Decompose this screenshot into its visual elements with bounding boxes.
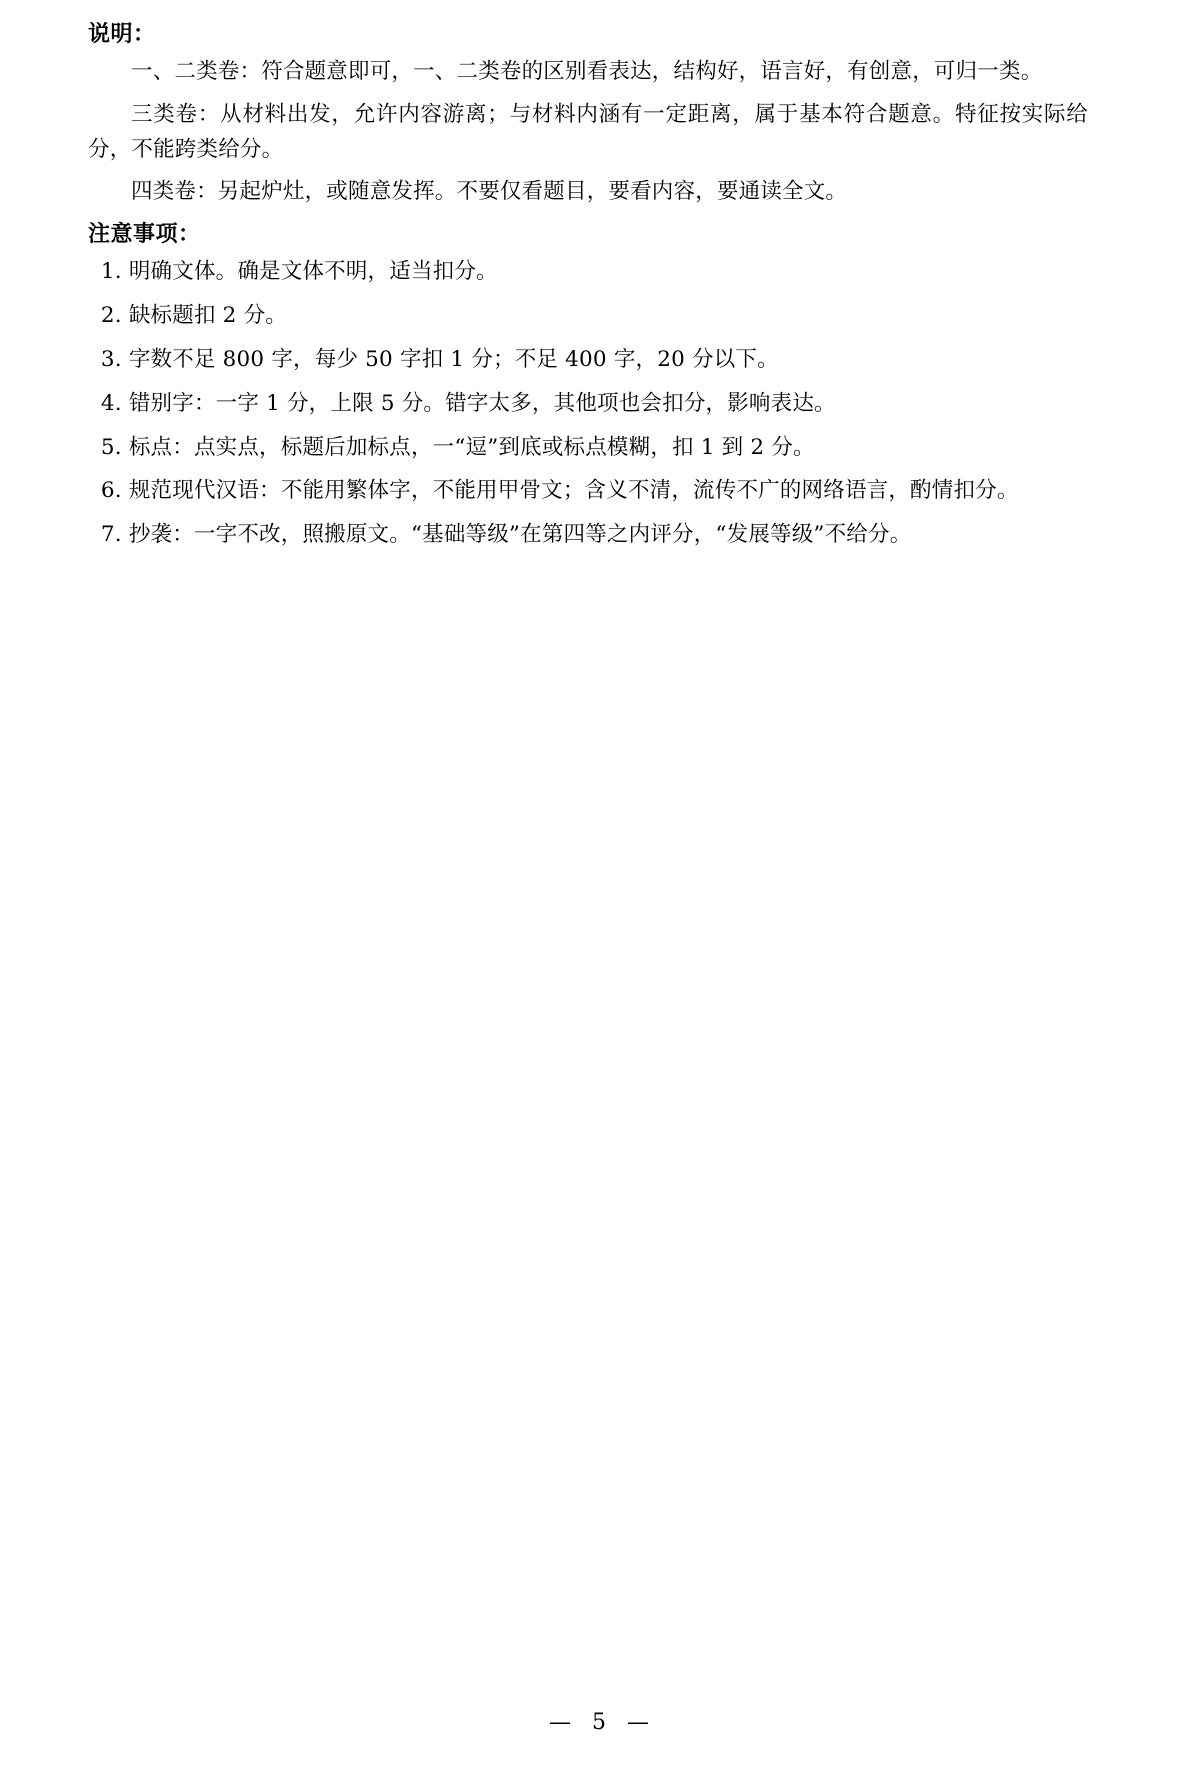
note-item-4: 4. 错别字：一字 1 分，上限 5 分。错字太多，其他项也会扣分，影响表达。 — [100, 390, 836, 416]
explanation-paragraph-3: 四类卷：另起炉灶，或随意发挥。不要仅看题目，要看内容，要通读全文。 — [131, 179, 848, 205]
page-number: 5 — [592, 1710, 608, 1735]
explanation-paragraph-2: 三类卷：从材料出发，允许内容游离；与材料内涵有一定距离，属于基本符合题意。特征按实际给分，不能跨类给分。 — [88, 101, 1088, 162]
footer-dash-left: — — [549, 1710, 573, 1735]
footer-dash-right: — — [627, 1710, 651, 1735]
note-item-3: 3. 字数不足 800 字，每少 50 字扣 1 分；不足 400 字，20 分以下。 — [100, 346, 779, 372]
page-footer — [0, 1710, 1200, 1735]
notes-heading: 注意事项： — [88, 221, 201, 248]
explanation-paragraph-1: 一、二类卷：符合题意即可，一、二类卷的区别看表达，结构好，语言好，有创意，可归一类。 — [131, 59, 1043, 84]
note-item-7: 7. 抄袭：一字不改，照搬原文。“基础等级”在第四等之内评分，“发展等级”不给分。 — [100, 522, 912, 548]
note-item-1: 1. 明确文体。确是文体不明，适当扣分。 — [100, 259, 498, 285]
explanation-heading: 说明： — [88, 21, 156, 47]
note-item-5: 5. 标点：点实点，标题后加标点，一“逗”到底或标点模糊，扣 1 到 2 分。 — [100, 434, 815, 460]
note-item-2: 2. 缺标题扣 2 分。 — [100, 303, 287, 329]
note-item-6: 6. 规范现代汉语：不能用繁体字，不能用甲骨文；含义不清，流传不广的网络语言，酌情扣分。 — [100, 478, 1019, 504]
